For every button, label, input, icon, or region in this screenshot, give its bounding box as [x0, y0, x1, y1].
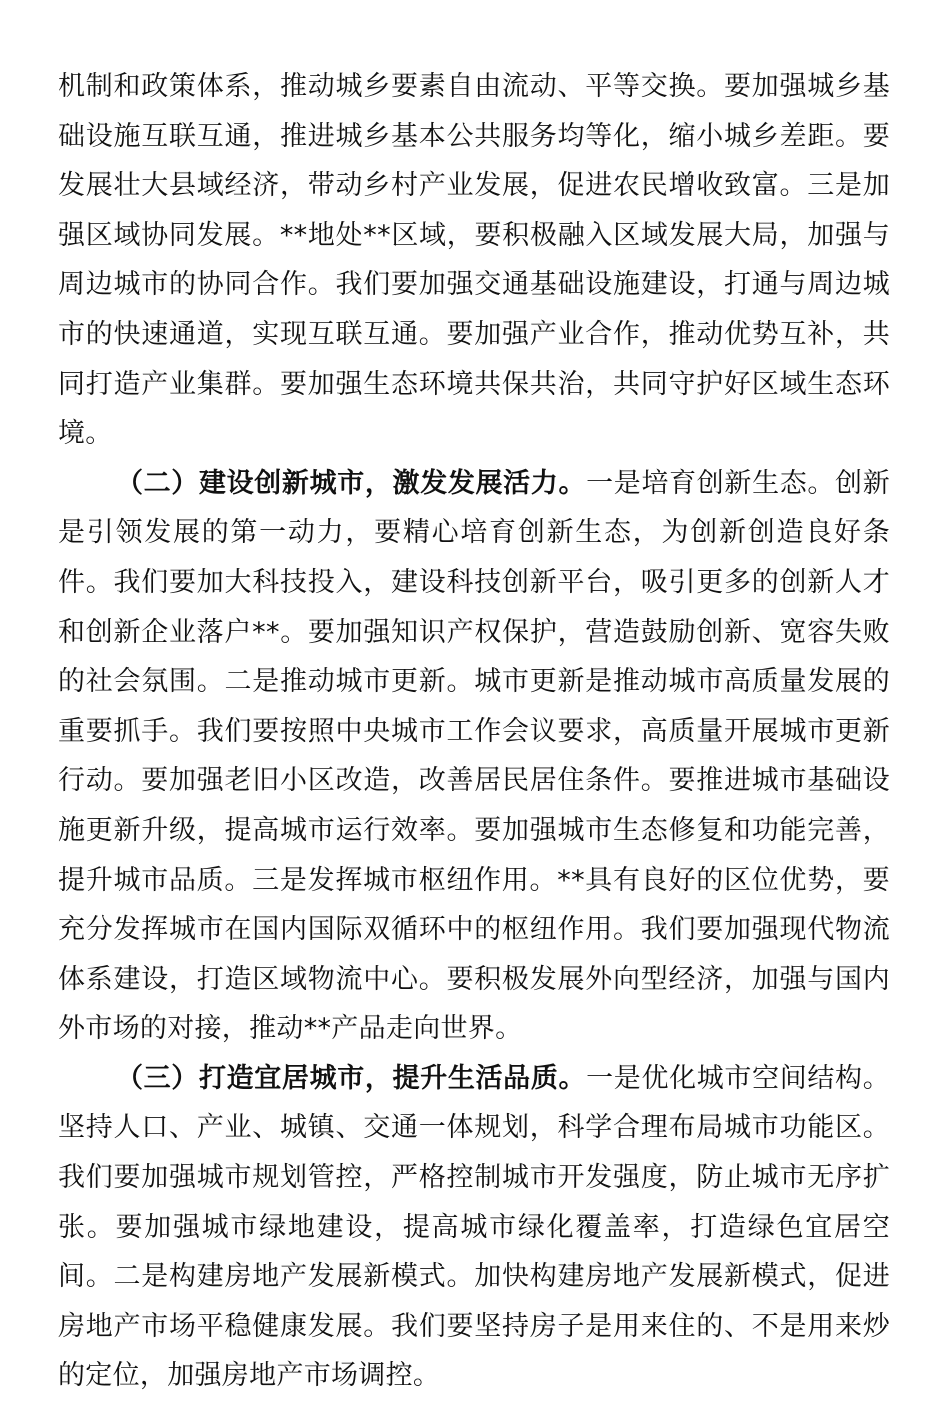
paragraph-livable-city: [58, 1054, 890, 1401]
paragraph-continuation: [58, 62, 890, 459]
document-page: [58, 62, 890, 1401]
paragraph-innovation-city: [58, 459, 890, 1054]
paragraph-body: 一是优化城市空间结构。坚持人口、产业、城镇、交通一体规划，科学合理布局城市功能区。我们要加强城市规划管控，严格控制城市开发强度，防止城市无序扩张。要加强城市绿地建设，提高城市绿化覆盖率，打造绿色宜居空间。二是构建房地产发展新模式。加快构建房地产发展新模式，促进房地产市场平稳健康发展。我们要坚持房子是用来住的、不是用来炒的定位，加强房地产市场调控。: [58, 1062, 890, 1392]
paragraph-body: 机制和政策体系，推动城乡要素自由流动、平等交换。要加强城乡基础设施互联互通，推进城乡基本公共服务均等化，缩小城乡差距。要发展壮大县域经济，带动乡村产业发展，促进农民增收致富。三是加强区域协同发展。**地处**区域，要积极融入区域发展大局，加强与周边城市的协同合作。我们要加强交通基础设施建设，打通与周边城市的快速通道，实现互联互通。要加强产业合作，推动优势互补，共同打造产业集群。要加强生态环境共保共治，共同守护好区域生态环境。: [58, 71, 890, 450]
paragraph-body: 一是培育创新生态。创新是引领发展的第一动力，要精心培育创新生态，为创新创造良好条件。我们要加大科技投入，建设科技创新平台，吸引更多的创新人才和创新企业落户**。要加强知识产权保护，营造鼓励创新、宽容失败的社会氛围。二是推动城市更新。城市更新是推动城市高质量发展的重要抓手。我们要按照中央城市工作会议要求，高质量开展城市更新行动。要加强老旧小区改造，改善居民居住条件。要推进城市基础设施更新升级，提高城市运行效率。要加强城市生态修复和功能完善，提升城市品质。三是发挥城市枢纽作用。**具有良好的区位优势，要充分发挥城市在国内国际双循环中的枢纽作用。我们要加强现代物流体系建设，打造区域物流中心。要积极发展外向型经济，加强与国内外市场的对接，推动**产品走向世界。: [58, 467, 890, 1045]
section-heading-livable: （三）打造宜居城市，提升生活品质。: [116, 1062, 587, 1094]
section-heading-innovation: （二）建设创新城市，激发发展活力。: [116, 467, 587, 499]
